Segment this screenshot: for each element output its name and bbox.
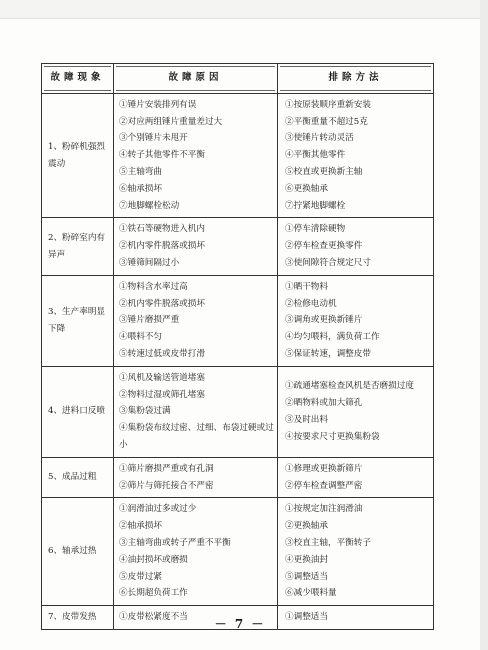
cause-item: ①物料含水率过高 — [119, 281, 188, 292]
cause-item: ①皮带松紧度不当 — [119, 612, 188, 623]
table-row — [42, 498, 434, 606]
cause-item: ②机内零件脱落或损坏 — [119, 298, 205, 309]
troubleshooting-table — [41, 63, 434, 630]
symptom-text: 2、粉碎室内有异声 — [48, 232, 106, 260]
cause-item: ⑤转速过低或皮带打滑 — [119, 348, 205, 359]
cause-cell — [114, 218, 278, 275]
cause-item: ①风机及输送管道堵塞 — [119, 372, 205, 383]
remedy-item: ①停车清除硬物 — [285, 224, 346, 235]
cause-item: ③锤片磨损严重 — [119, 315, 180, 326]
page-number: － 7 － — [214, 617, 266, 631]
remedy-cell — [278, 275, 434, 366]
cause-item: ⑤主轴弯曲 — [119, 166, 162, 177]
table-row — [42, 457, 434, 498]
remedy-cell — [278, 457, 434, 498]
remedy-item: ②停车检查更换零件 — [285, 241, 363, 252]
cause-item: ③个别锤片未甩开 — [119, 133, 188, 144]
cause-item: ⑤皮带过紧 — [119, 571, 162, 582]
cause-item: ②筛片与筛托接合不严密 — [119, 480, 214, 491]
symptom-text: 4、进料口反喷 — [48, 406, 106, 417]
cause-item: ④油封损坏或磨损 — [119, 554, 188, 565]
symptom-cell — [42, 457, 114, 498]
cause-cell — [114, 93, 278, 218]
cause-cell — [114, 275, 278, 366]
table-header-row — [42, 64, 434, 94]
cause-item: ④集粉袋布纹过密、过细、布袋过硬或过小 — [119, 423, 274, 450]
remedy-item: ①晒干物料 — [285, 281, 328, 292]
remedy-item: ②检修电动机 — [285, 298, 337, 309]
scan-border-top — [0, 0, 488, 19]
cause-item: ②物料过湿或筛孔堵塞 — [119, 389, 205, 400]
remedy-item: ⑦拧紧地脚螺栓 — [285, 200, 346, 211]
remedy-cell — [278, 498, 434, 606]
cause-item: ⑥轴承损坏 — [119, 183, 162, 194]
cause-cell — [114, 366, 278, 457]
cause-item: ③集粉袋过满 — [119, 406, 171, 417]
cause-cell — [114, 457, 278, 498]
cause-item: ⑦地脚螺栓松动 — [119, 200, 180, 211]
cause-item: ①锤片安装排列有误 — [119, 99, 197, 110]
remedy-item: ②停车检查调整严密 — [285, 480, 363, 491]
remedy-item: ③使锤片转动灵活 — [285, 133, 354, 144]
remedy-item: ④更换油封 — [285, 554, 328, 565]
cause-cell — [114, 498, 278, 606]
table-row — [42, 366, 434, 457]
cause-item: ①铁石等硬物进入机内 — [119, 224, 205, 235]
cause-item: ②机内零件脱落或损坏 — [119, 241, 205, 252]
cause-item: ③主轴弯曲或转子严重不平衡 — [119, 537, 231, 548]
remedy-item: ①按原装顺序重新安装 — [285, 99, 371, 110]
cause-item: ④转子其他零件不平衡 — [119, 150, 205, 161]
remedy-cell — [278, 218, 434, 275]
remedy-item: ③使间隙符合规定尺寸 — [285, 257, 371, 268]
symptom-cell — [42, 275, 114, 366]
cause-item: ①筛片磨损严重或有孔洞 — [119, 463, 214, 474]
remedy-item: ⑤校直或更换新主轴 — [285, 166, 363, 177]
symptom-text: 6、轴承过热 — [48, 546, 97, 557]
remedy-item: ②晒物料或加大筛孔 — [285, 397, 363, 408]
cause-item: ③锤筛间隔过小 — [119, 257, 180, 268]
remedy-item: ③及时出料 — [285, 414, 328, 425]
remedy-item: ①修理或更换新筛片 — [285, 463, 363, 474]
table-row — [42, 275, 434, 366]
remedy-item: ⑥更换轴承 — [285, 183, 328, 194]
remedy-item: ⑤保证转速，调整皮带 — [285, 348, 371, 359]
remedy-item: ③调角或更换新锤片 — [285, 315, 363, 326]
header-symptom: 故障现象 — [42, 64, 114, 94]
cause-item: ②轴承损坏 — [119, 521, 162, 532]
symptom-text: 3、生产率明显下降 — [48, 306, 106, 334]
symptom-text: 1、粉碎机强烈震动 — [48, 141, 106, 169]
remedy-item: ①疏通堵塞检查风机是否磨损过度 — [285, 381, 414, 392]
symptom-cell — [42, 498, 114, 606]
scan-border-right — [480, 0, 488, 650]
symptom-cell — [42, 218, 114, 275]
remedy-item: ②平衡重量不超过5克 — [285, 116, 368, 127]
remedy-item: ⑥减少喂料量 — [285, 588, 337, 599]
symptom-text: 5、成品过粗 — [48, 472, 97, 483]
cause-item: ④喂料不匀 — [119, 332, 162, 343]
remedy-cell — [278, 366, 434, 457]
remedy-item: ④按要求尺寸更换集粉袋 — [285, 431, 380, 442]
remedy-item: ①调整适当 — [285, 612, 328, 623]
table-row — [42, 218, 434, 275]
table-body — [42, 93, 434, 629]
remedy-item: ③校直主轴，平衡转子 — [285, 537, 371, 548]
cause-item: ②对应两组锤片重量差过大 — [119, 116, 223, 127]
symptom-cell — [42, 93, 114, 218]
symptom-text: 7、皮带发热 — [48, 612, 97, 623]
symptom-cell — [42, 366, 114, 457]
remedy-item: ④平衡其他零件 — [285, 150, 346, 161]
cause-item: ①润滑油过多或过少 — [119, 504, 197, 515]
remedy-item: ④均匀喂料，满负荷工作 — [285, 332, 380, 343]
remedy-cell — [278, 93, 434, 218]
header-remedy: 排除方法 — [278, 64, 434, 94]
remedy-item: ①按规定加注润滑油 — [285, 504, 363, 515]
header-cause: 故障原因 — [114, 64, 278, 94]
cause-item: ⑥长期超负荷工作 — [119, 588, 188, 599]
remedy-item: ⑤调整适当 — [285, 571, 328, 582]
table-row — [42, 93, 434, 218]
remedy-item: ②更换轴承 — [285, 521, 328, 532]
